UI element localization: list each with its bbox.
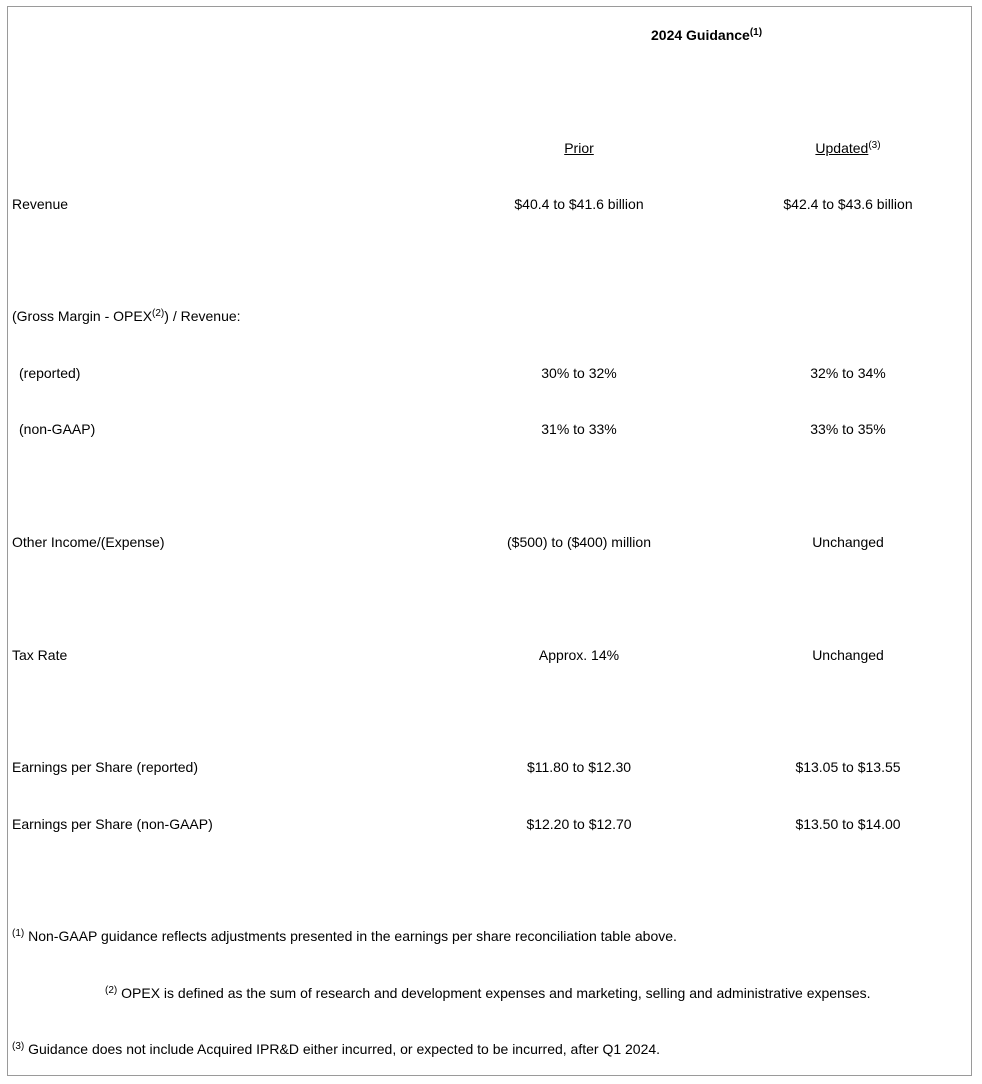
column-header-prior: [444, 140, 714, 156]
eps-reported-updated: $13.05 to $13.55: [795, 759, 901, 775]
eps-non-gaap-prior: $12.20 to $12.70: [526, 816, 632, 832]
footnote-2-text: OPEX is defined as the sum of research and development expenses and marketing, selling and administrative expenses.: [117, 985, 871, 1001]
eps-reported-prior: $11.80 to $12.30: [526, 759, 632, 775]
column-header-updated: [714, 140, 982, 156]
table-title-footnote-ref: (1): [749, 27, 763, 38]
row-label-eps-non-gaap: Earnings per Share (non-GAAP): [12, 816, 213, 832]
margin-header-post: ) / Revenue:: [164, 308, 241, 324]
margin-header-pre: (Gross Margin - OPEX: [12, 308, 153, 324]
column-header-prior-text: Prior: [564, 140, 594, 156]
other-income-updated: Unchanged: [812, 534, 884, 550]
other-income-prior: ($500) to ($400) million: [507, 534, 651, 550]
tax-rate-prior: Approx. 14%: [538, 647, 620, 663]
revenue-updated: $42.4 to $43.6 billion: [783, 196, 913, 212]
row-label-tax-rate: Tax Rate: [12, 647, 68, 663]
row-label-other-income: Other Income/(Expense): [12, 534, 165, 550]
eps-non-gaap-updated: $13.50 to $14.00: [795, 816, 901, 832]
footnote-3-mark: (3): [12, 1041, 25, 1052]
row-label-revenue: Revenue: [12, 196, 69, 212]
footnote-1-text: Non-GAAP guidance reflects adjustments presented in the earnings per share reconciliation table above.: [24, 928, 677, 944]
footnote-1: [12, 928, 677, 944]
margin-header-footnote-ref: (2): [152, 308, 165, 319]
row-label-eps-reported: Earnings per Share (reported): [12, 759, 198, 775]
row-label-margin-non-gaap: (non-GAAP): [19, 421, 96, 437]
margin-non-gaap-prior: 31% to 33%: [541, 421, 617, 437]
table-title: [651, 27, 762, 43]
footnote-2-mark: (2): [105, 985, 118, 996]
tax-rate-updated: Unchanged: [812, 647, 884, 663]
column-header-updated-footnote-ref: (3): [868, 140, 881, 151]
column-header-updated-text: Updated: [815, 140, 869, 156]
footnote-2: [105, 985, 871, 1001]
table-title-text: 2024 Guidance: [651, 27, 750, 43]
margin-non-gaap-updated: 33% to 35%: [810, 421, 886, 437]
row-label-margin-reported: (reported): [19, 365, 81, 381]
footnote-3-text: Guidance does not include Acquired IPR&D either incurred, or expected to be incurred, after Q1 2024.: [24, 1041, 661, 1057]
row-label-margin-header: [12, 308, 241, 324]
margin-reported-prior: 30% to 32%: [541, 365, 617, 381]
revenue-prior: $40.4 to $41.6 billion: [514, 196, 644, 212]
footnote-1-mark: (1): [12, 928, 25, 939]
margin-reported-updated: 32% to 34%: [810, 365, 886, 381]
footnote-3: [12, 1041, 660, 1057]
